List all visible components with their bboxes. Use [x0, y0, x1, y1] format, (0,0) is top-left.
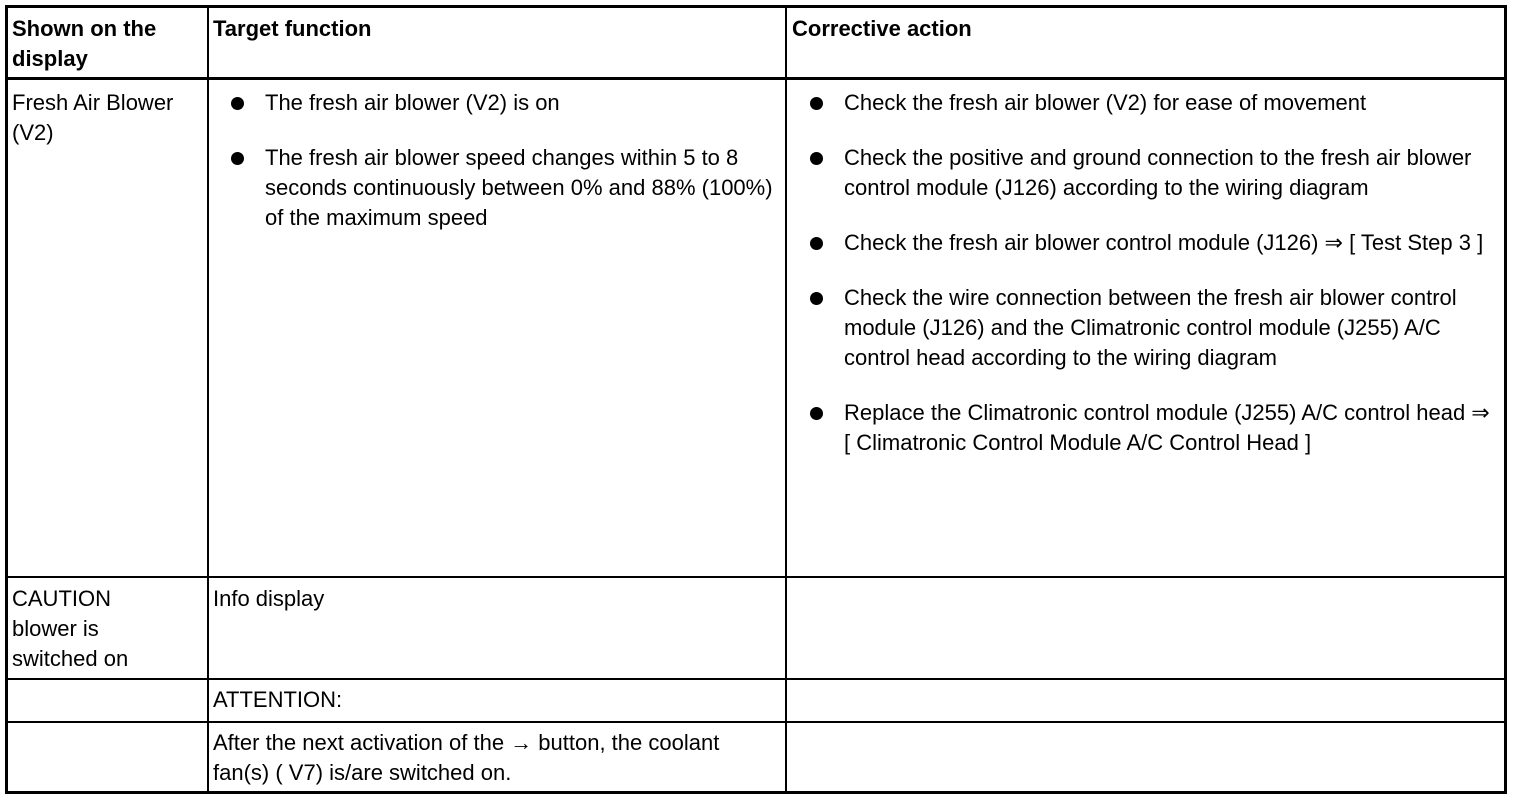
header-shown-on-display: Shown on the display [12, 16, 157, 71]
row-divider [8, 721, 1504, 723]
row-display-fresh-air-blower: Fresh Air Blower (V2) [12, 90, 174, 145]
row-target-info-display: Info display [213, 586, 325, 611]
row-target-coolant-fan-note: After the next activation of the → button, the coolant fan(s) ( V7) is/are switched on. [213, 730, 720, 785]
row-display-caution: CAUTION blower is switched on [12, 586, 129, 671]
header-divider [8, 77, 1504, 80]
list-item: Check the fresh air blower control module (J126) ⇒ [ Test Step 3 ] [792, 228, 1498, 258]
list-item: The fresh air blower speed changes within 5 to 8 seconds continuously between 0% and 88% (100%) of the maximum speed [213, 143, 783, 233]
column-divider [785, 8, 787, 791]
list-item: Check the wire connection between the fresh air blower control module (J126) and the Climatronic control module (J255) A/C control head according to the wiring diagram [792, 283, 1498, 373]
target-function-list [213, 88, 783, 258]
row-target-attention: ATTENTION: [213, 687, 343, 712]
column-divider [207, 8, 209, 791]
list-item: The fresh air blower (V2) is on [213, 88, 783, 118]
list-item: Check the fresh air blower (V2) for ease of movement [792, 88, 1498, 118]
corrective-action-list [792, 88, 1498, 483]
list-item: Check the positive and ground connection to the fresh air blower control module (J126) according to the wiring diagram [792, 143, 1498, 203]
header-corrective-action: Corrective action [792, 16, 972, 41]
diagnostic-table [5, 5, 1507, 794]
row-divider [8, 576, 1504, 578]
header-target-function: Target function [213, 16, 372, 41]
list-item: Replace the Climatronic control module (J255) A/C control head ⇒ [ Climatronic Control Module A/C Control Head ] [792, 398, 1498, 458]
row-divider [8, 678, 1504, 680]
